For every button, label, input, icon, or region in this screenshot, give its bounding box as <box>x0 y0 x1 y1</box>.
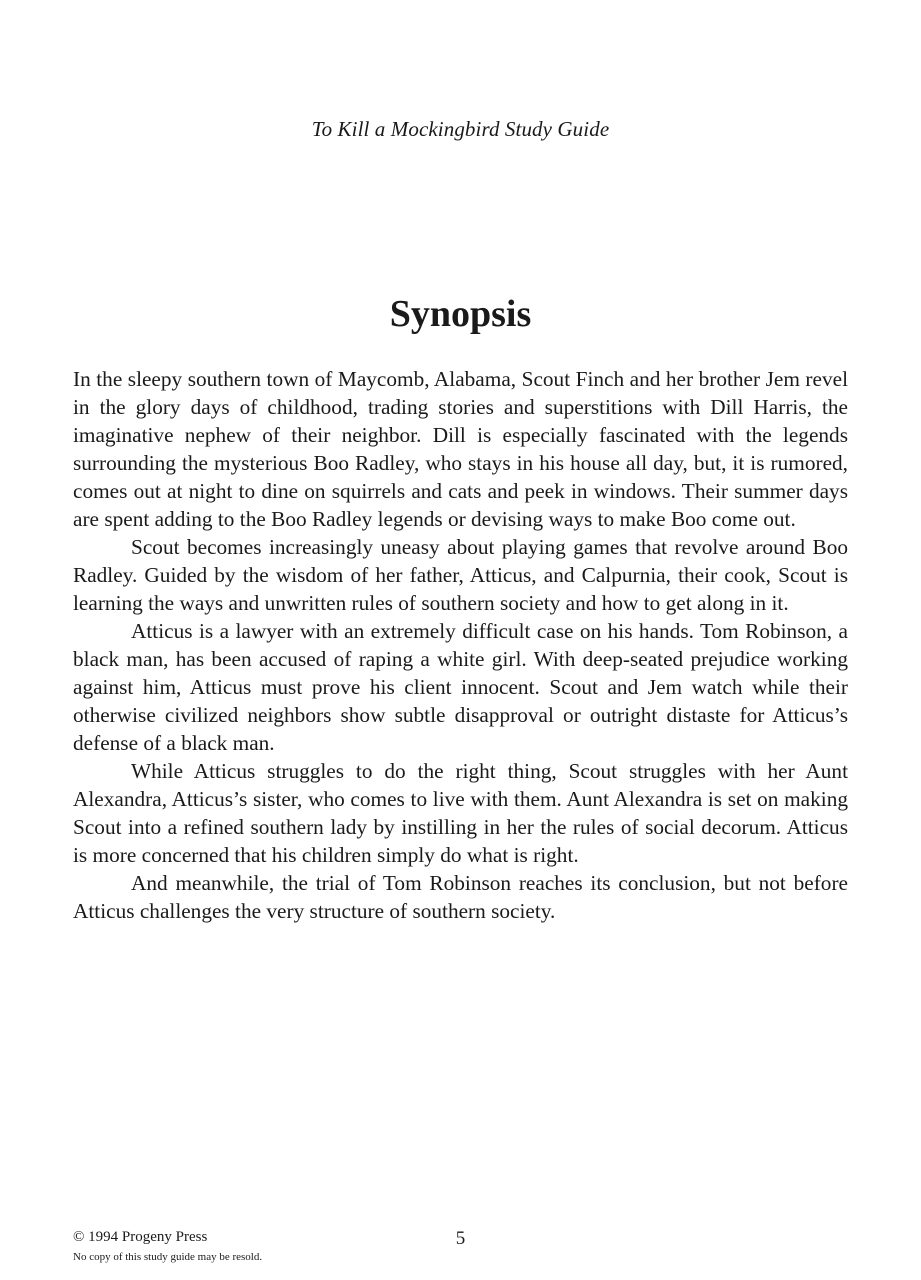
footer-copyright: © 1994 Progeny Press <box>73 1229 208 1245</box>
page-title: Synopsis <box>389 293 532 335</box>
footer-resale-note: No copy of this study guide may be resold. <box>73 1251 263 1263</box>
paragraph-2: Scout becomes increasingly uneasy about playing games that revolve around Boo Radley. Guided by the wisdom of her father, Atticus, and Calpurnia, their cook, Scout is learning the ways and unwritten rules of southern society and how to get along in it. <box>73 535 848 615</box>
page-number: 5 <box>455 1228 466 1249</box>
synopsis-body <box>73 365 848 925</box>
paragraph-1: In the sleepy southern town of Maycomb, Alabama, Scout Finch and her brother Jem revel in the glory days of childhood, trading stories and superstitions with Dill Harris, the imaginative nephew of their neighbor. Dill is especially fascinated with the legends surrounding the mysterious Boo Radley, who stays in his house all day, but, it is rumored, comes out at night to dine on squirrels and cats and peek in windows. Their summer days are spent adding to the Boo Radley legends or devising ways to make Boo come out. <box>73 367 848 531</box>
paragraph-3: Atticus is a lawyer with an extremely difficult case on his hands. Tom Robinson, a black man, has been accused of raping a white girl. With deep-seated prejudice working against him, Atticus must prove his client innocent. Scout and Jem watch while their otherwise civilized neighbors show subtle disapproval or outright distaste for Atticus’s defense of a black man. <box>73 619 848 755</box>
paragraph-5: And meanwhile, the trial of Tom Robinson reaches its conclusion, but not before Atticus challenges the very structure of southern society. <box>73 871 848 923</box>
paragraph-4: While Atticus struggles to do the right thing, Scout struggles with her Aunt Alexandra, Atticus’s sister, who comes to live with them. Aunt Alexandra is set on making Scout into a refined southern lady by instilling in her the rules of social decorum. Atticus is more concerned that his children simply do what is right. <box>73 759 848 867</box>
running-header: To Kill a Mockingbird Study Guide <box>311 117 610 141</box>
